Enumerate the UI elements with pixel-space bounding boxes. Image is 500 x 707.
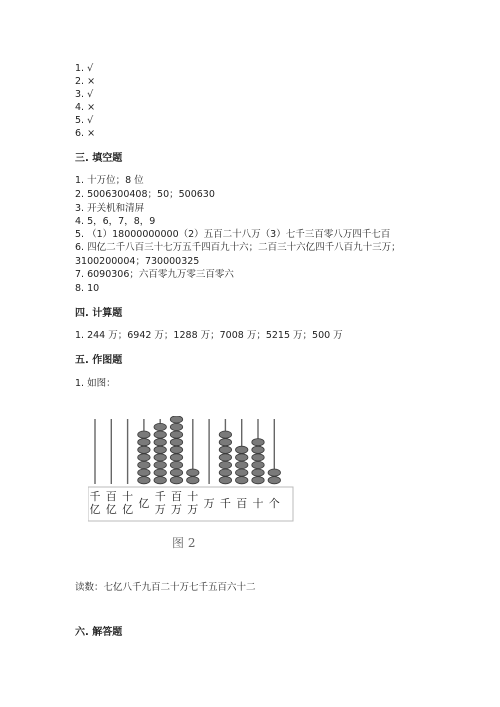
abacus-bead	[219, 431, 231, 438]
abacus-bead	[154, 446, 166, 453]
fill-answer-5: 5. （1）18000000000（2）五百二十八万（3）七千三百零八万四千七百	[75, 229, 391, 240]
abacus-bead	[154, 454, 166, 461]
abacus-bead	[154, 439, 166, 446]
abacus-bead	[138, 454, 150, 461]
fill-answer-6-cont: 3100200004；730000325	[75, 256, 200, 267]
judge-answer-2: 2. ×	[75, 76, 96, 87]
fill-answer-2: 2. 5006300408；50；500630	[75, 189, 215, 200]
fill-answer-6: 6. 四亿二千八百三十七万五千四百九十六；二百三十六亿四千八百九十三万；	[75, 242, 401, 253]
abacus-bead	[187, 477, 199, 484]
judge-answer-3: 3. √	[75, 89, 94, 100]
fill-answer-7: 7. 6090306；六百零九万零三百零六	[75, 269, 234, 280]
abacus-bead	[138, 469, 150, 476]
abacus-column-label: 千	[219, 497, 231, 510]
abacus-bead	[187, 469, 199, 476]
abacus-bead	[219, 454, 231, 461]
abacus-bead	[138, 477, 150, 484]
abacus-bead	[252, 454, 264, 461]
abacus-bead	[154, 469, 166, 476]
section-6-heading: 六. 解答题	[75, 627, 123, 638]
section-3-heading: 三. 填空题	[75, 153, 123, 164]
judge-answer-5: 5. √	[75, 115, 94, 126]
fill-answer-3: 3. 开关机和清屏	[75, 203, 145, 214]
abacus-column-label: 亿	[138, 497, 150, 510]
judge-answer-1: 1. √	[75, 63, 94, 74]
abacus-column-label: 百	[236, 497, 248, 510]
drawing-intro: 1. 如图：	[75, 378, 116, 389]
abacus-bead	[268, 469, 280, 476]
abacus-bead	[170, 439, 182, 446]
abacus-column-label: 百亿	[105, 490, 117, 516]
abacus-bead	[170, 461, 182, 468]
abacus-bead	[219, 446, 231, 453]
abacus-bead	[219, 439, 231, 446]
abacus-column-label: 千万	[154, 490, 166, 516]
abacus-bead	[154, 461, 166, 468]
abacus-column-label: 十亿	[122, 490, 134, 516]
abacus-column-label: 千亿	[89, 490, 101, 516]
abacus-bead	[236, 477, 248, 484]
abacus-column-label: 个	[268, 497, 280, 510]
abacus-bead	[219, 461, 231, 468]
section-4-heading: 四. 计算题	[75, 308, 123, 319]
abacus-column-label: 百万	[171, 490, 182, 516]
abacus-bead	[219, 469, 231, 476]
abacus-bead	[252, 469, 264, 476]
abacus-bead	[268, 477, 280, 484]
abacus-bead	[236, 461, 248, 468]
abacus-bead	[138, 446, 150, 453]
abacus-bead	[170, 477, 182, 484]
figure-caption: 图 2	[172, 536, 196, 550]
fill-answer-4: 4. 5，6，7，8，9	[75, 216, 156, 227]
abacus-bead	[154, 431, 166, 438]
abacus-bead	[252, 477, 264, 484]
abacus-bead	[138, 461, 150, 468]
abacus-bead	[170, 423, 182, 430]
abacus-bead	[236, 454, 248, 461]
abacus-bead	[236, 469, 248, 476]
abacus-figure	[88, 416, 298, 528]
judge-answer-4: 4. ×	[75, 102, 96, 113]
abacus-column-label: 万	[203, 497, 215, 510]
fill-answer-8: 8. 10	[75, 283, 100, 294]
abacus-bead	[236, 446, 248, 453]
reading-answer: 读数：七亿八千九百二十万七千五百六十二	[75, 582, 256, 593]
abacus-bead	[252, 446, 264, 453]
abacus-bead	[170, 446, 182, 453]
abacus-column-label: 十	[252, 497, 264, 510]
abacus-bead	[170, 454, 182, 461]
abacus-bead	[219, 477, 231, 484]
abacus-bead	[252, 461, 264, 468]
abacus-bead	[138, 431, 150, 438]
abacus-bead	[154, 477, 166, 484]
abacus-bead	[252, 439, 264, 446]
calc-answer-1: 1. 244 万；6942 万；1288 万；7008 万；5215 万；500 万	[75, 330, 343, 341]
abacus-bead	[154, 423, 166, 430]
abacus-bead	[170, 431, 182, 438]
judge-answer-6: 6. ×	[75, 128, 96, 139]
abacus-bead	[138, 439, 150, 446]
abacus-column-label: 十万	[187, 490, 199, 516]
abacus-bead	[170, 469, 182, 476]
fill-answer-1: 1. 十万位；8 位	[75, 175, 144, 186]
section-5-heading: 五. 作图题	[75, 355, 123, 366]
abacus-bead	[170, 416, 182, 423]
